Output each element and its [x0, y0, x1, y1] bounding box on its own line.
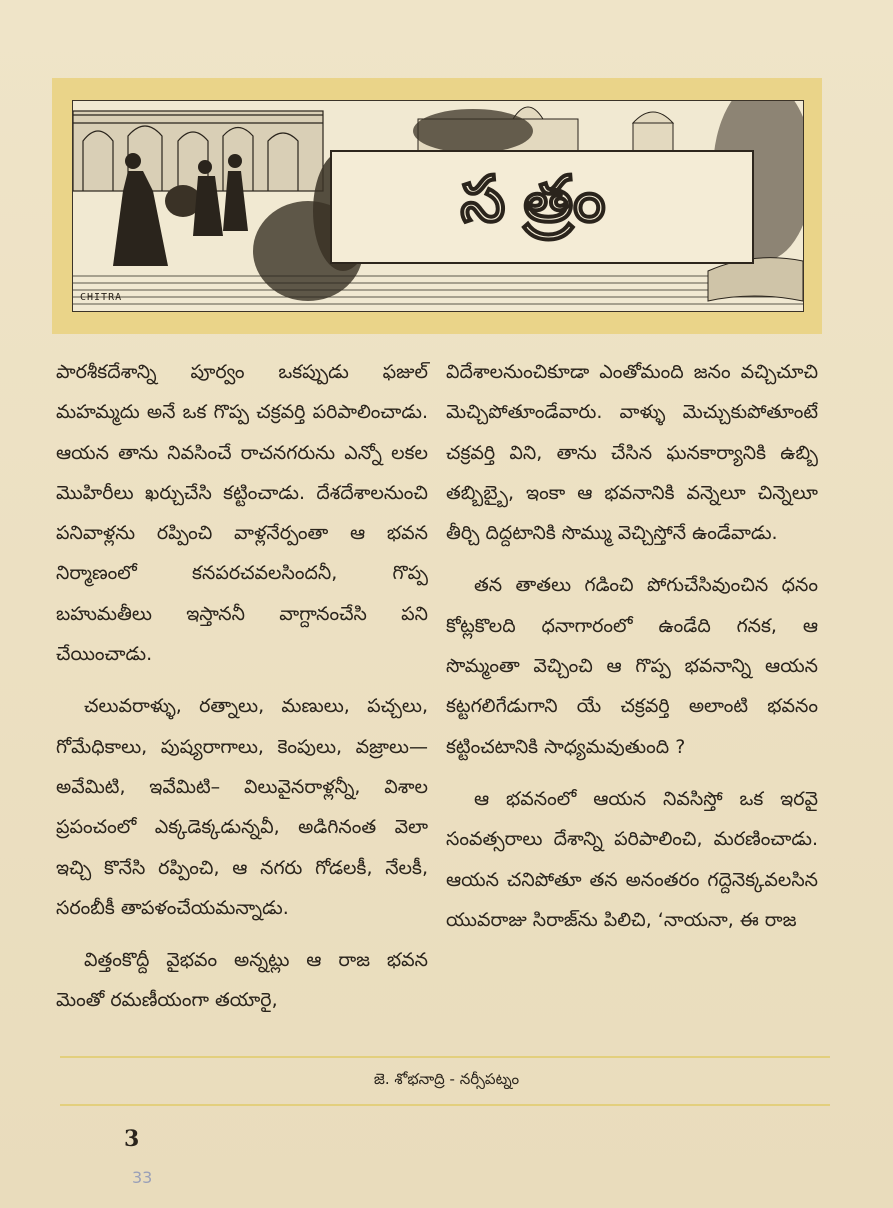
story-title: సత్రం: [460, 162, 624, 237]
title-panel: [330, 150, 754, 264]
right-column: [446, 352, 818, 952]
footer-rule-bottom: [60, 1104, 830, 1106]
left-column: [56, 352, 428, 1033]
artist-signature: CHITRA: [80, 292, 123, 303]
footer-rule-top: [60, 1056, 830, 1058]
paragraph: విదేశాలనుంచికూడా ఎంతోమంది జనం వచ్చిచూచి మెచ్చిపోతూండేవారు. వాళ్ళు మెచ్చుకుపోతూంటే చక్రవర్తి విని, తాను చేసిన ఘనకార్యానికి ఉబ్బి తబ్బిబ్బై, ఇంకా ఆ భవనానికి వన్నెలూ చిన్నెలూ తీర్చి దిద్దటానికి సొమ్ము వెచ్చిస్తోనే ఉండేవాడు.: [446, 361, 818, 545]
paragraph: ఆ భవనంలో ఆయన నివసిస్తో ఒక ఇరవై సంవత్సరాలు దేశాన్ని పరిపాలించి, మరణించాడు. ఆయన చనిపోతూ తన అనంతరం గద్దెనెక్కవలసిన యువరాజు సిరాజ్‌ను పిలిచి, ‘నాయనా, ఈ రాజ: [446, 787, 818, 931]
paragraph: విత్తంకొద్దీ వైభవం అన్నట్లు ఆ రాజ భవన మెంతో రమణీయంగా తయారై,: [56, 949, 428, 1012]
page-number: 3: [124, 1126, 140, 1152]
paragraph: పారశీకదేశాన్ని పూర్వం ఒకప్పుడు ఫజుల్ మహమ్మదు అనే ఒక గొప్ప చక్రవర్తి పరిపాలించాడు. ఆయన తాను నివసించే రాచనగరును ఎన్నో లకల మొహిరీలు ఖర్చుచేసి కట్టించాడు. దేశదేశాలనుంచి పనివాళ్లను రప్పించి వాళ్లనేర్పంతా ఆ భవన నిర్మాణంలో కనపరచవలసిందనీ, గొప్ప బహుమతీలు ఇస్తాననీ వాగ్దానంచేసి పని చేయించాడు.: [56, 361, 428, 666]
pencil-page-mark: 33: [132, 1168, 153, 1187]
paragraph: చలువరాళ్ళు, రత్నాలు, మణులు, పచ్చలు, గోమేధికాలు, పుష్యరాగాలు, కెంపులు, వజ్రాలు—అవేమిటి, ఇవేమిటి– విలువైనరాళ్లన్నీ, విశాల ప్రపంచంలో ఎక్కడెక్కడున్నవీ, అడిగినంత వెలా ఇచ్చి కొనేసి రప్పించి, ఆ నగరు గోడలకీ, నేలకీ, సరంబీకీ తాపళంచేయమన్నాడు.: [56, 695, 428, 919]
paragraph: తన తాతలు గడించి పోగుచేసివుంచిన ధనం కోట్లకొలది ధనాగారంలో ఉండేది గనక, ఆ సొమ్మంతా వెచ్చించి ఆ గొప్ప భవనాన్ని ఆయన కట్టగలిగేడుగాని యే చక్రవర్తి అలాంటి భవనం కట్టించటానికి సాధ్యమవుతుంది ?: [446, 574, 818, 758]
author-credit: జె. శోభనాద్రి - నర్సీపట్నం: [373, 1070, 520, 1088]
